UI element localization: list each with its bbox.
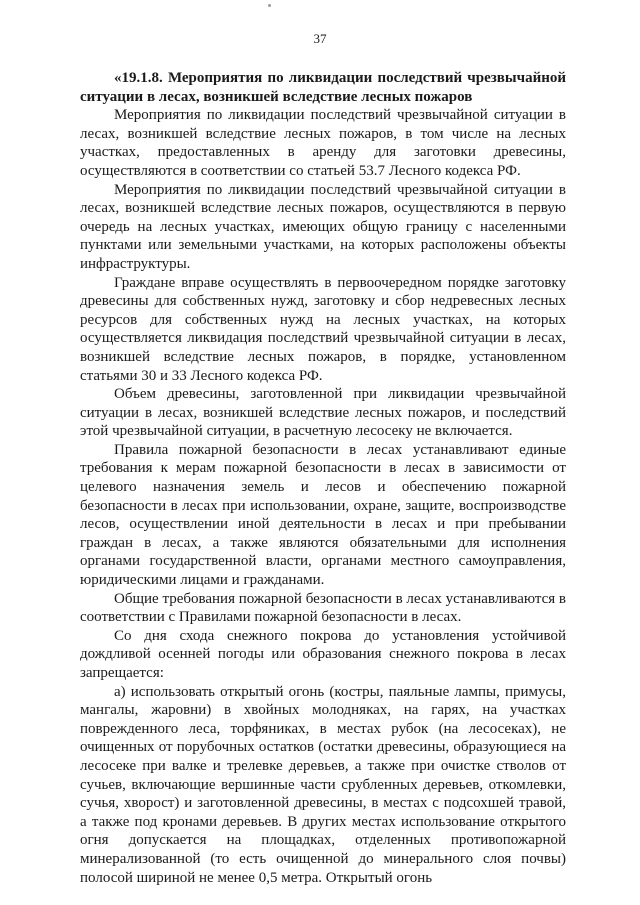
section-heading: «19.1.8. Мероприятия по ликвидации последствий чрезвычайной ситуации в лесах, возникшей вследствие лесных пожаров	[80, 70, 566, 105]
paragraph-general-requirements: Общие требования пожарной безопасности в лесах устанавливаются в соответствии с Правилами пожарной безопасности в лесах.	[80, 590, 566, 626]
paragraph-citizens-rights: Граждане вправе осуществлять в первоочередном порядке заготовку древесины для собственных нужд, заготовку и сбор недревесных лесных ресурсов для собственных нужд на лесных участках, на которых осуществляется ликвидация последствий чрезвычайной ситуации в лесах, возникшей вследствие лесных пожаров, в порядке, установленном статьями 30 и 33 Лесного кодекса РФ.	[80, 274, 566, 384]
paragraph-fire-safety-rules: Правила пожарной безопасности в лесах устанавливают единые требования к мерам пожарной безопасности в лесах в зависимости от целевого назначения земель и лесов и обеспечению пожарной безопасности в лесах при использовании, охране, защите, воспроизводстве лесов, осуществлении иной деятельности в лесах и при пребывании граждан в лесах, а также являются обязательными для исполнения органами государственной власти, органами местного самоуправления, юридическими лицами и гражданами.	[80, 441, 566, 589]
paragraph-priority-areas: Мероприятия по ликвидации последствий чрезвычайной ситуации в лесах, возникшей вследствие лесных пожаров, осуществляются в первую очередь на лесных участках, имеющих общую границу с населенными пунктами или земельными участками, на которых расположены объекты инфраструктуры.	[80, 181, 566, 272]
document-body	[80, 69, 566, 887]
paragraph-liquidation-scope: Мероприятия по ликвидации последствий чрезвычайной ситуации в лесах, возникшей вследствие лесных пожаров, в том числе на лесных участках, предоставленных в аренду для заготовки древесины, осуществляются в соответствии со статьей 53.7 Лесного кодекса РФ.	[80, 107, 566, 179]
page-number: 37	[313, 31, 327, 46]
scan-speck	[268, 4, 271, 7]
paragraph-open-fire-ban: а) использовать открытый огонь (костры, паяльные лампы, примусы, мангалы, жаровни) в хвойных молодняках, на гарях, на участках поврежденного леса, торфяниках, в местах рубок (на лесосеках), не очищенных от порубочных остатков (остатки древесины, образующиеся на лесосеке при валке и трелевке деревьев, а также при очистке стволов от сучьев, включающие вершинные части срубленных деревьев, откомлевки, сучья, хворост) и заготовленной древесины, в местах с подсохшей травой, а также под кронами деревьев. В других местах использование открытого огня допускается на площадках, отделенных противопожарной минерализованной (то есть очищенной до минерального слоя почвы) полосой шириной не менее 0,5 метра. Открытый огонь	[80, 683, 566, 886]
paragraph-prohibitions-intro: Со дня схода снежного покрова до установления устойчивой дождливой осенней погоды или образования снежного покрова в лесах запрещается:	[80, 627, 566, 681]
paragraph-timber-volume: Объем древесины, заготовленной при ликвидации чрезвычайной ситуации в лесах, возникшей вследствие лесных пожаров, и последствий этой чрезвычайной ситуации, в расчетную лесосеку не включается.	[80, 386, 566, 440]
